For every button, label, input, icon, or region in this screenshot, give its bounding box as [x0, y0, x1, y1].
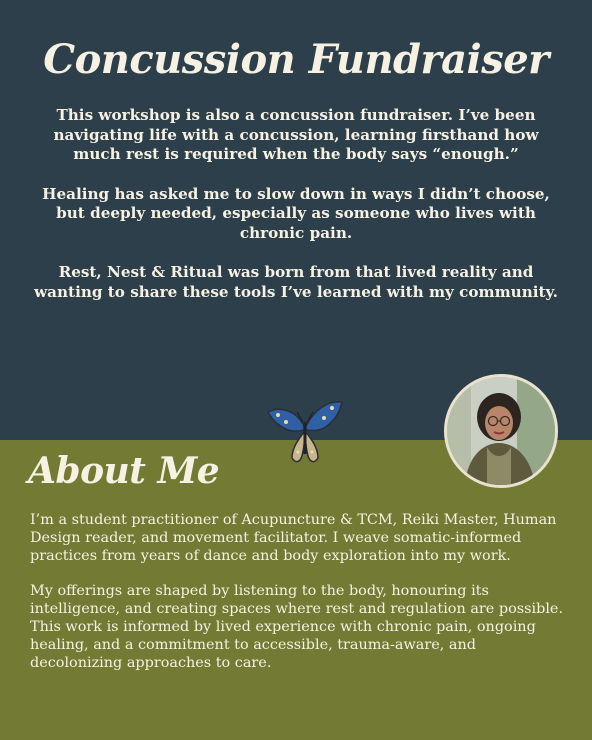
intro-paragraph: Rest, Nest & Ritual was born from that lived reality and wanting to share these tools I’ve learned with my community.	[34, 263, 558, 301]
intro-paragraph: Healing has asked me to slow down in ways I didn’t choose, but deeply needed, especially as someone who lives with chronic pain.	[42, 184, 550, 242]
about-paragraph: I’m a student practitioner of Acupuncture & TCM, Reiki Master, Human Design reader, and movement facilitator. I weave somatic-informed practices from years of dance and body exploration into my work.	[30, 512, 557, 564]
about-text	[30, 512, 568, 690]
page-title: Concussion Fundraiser	[43, 36, 549, 83]
portrait-image	[447, 377, 555, 485]
intro-text	[28, 106, 564, 322]
intro-paragraph: This workshop is also a concussion fundraiser. I’ve been navigating life with a concussion, learning firsthand how much rest is required when the body says “enough.”	[53, 106, 539, 163]
about-paragraph: My offerings are shaped by listening to the body, honouring its intelligence, and creating spaces where rest and regulation are possible. This work is informed by lived experience with chronic pain, ongoing healing, and a commitment to accessible, trauma-aware, and decolonizing approaches to care.	[30, 583, 564, 671]
butterfly-icon	[262, 396, 348, 472]
avatar	[444, 374, 558, 488]
about-title: About Me	[28, 450, 220, 492]
